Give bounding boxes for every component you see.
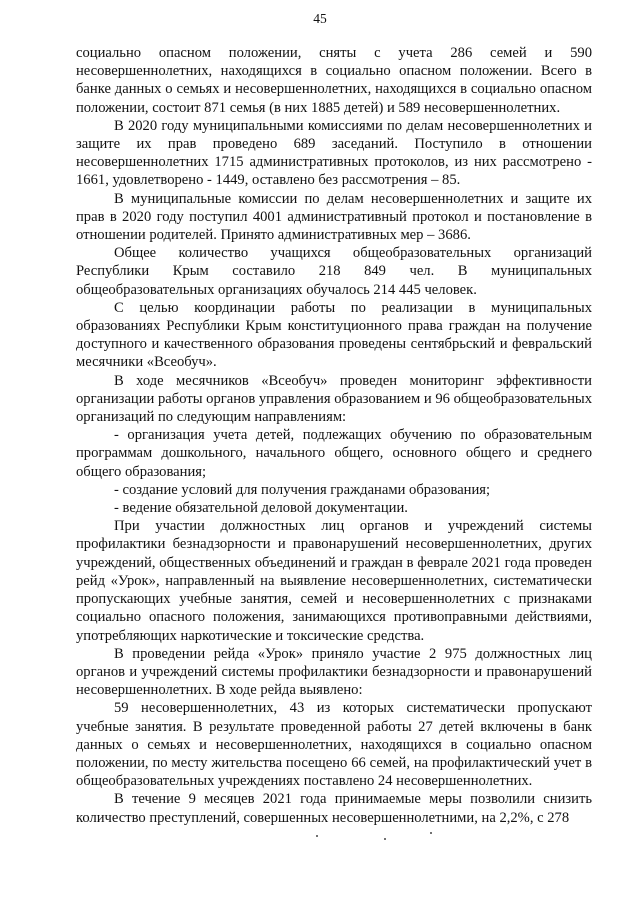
paragraph: В течение 9 месяцев 2021 года принимаемые меры позволили снизить количество преступлений, совершенных несовершеннолетними, на 2,2%, с 278 [76, 791, 592, 826]
page-number: 45 [313, 11, 327, 26]
body-text [76, 44, 592, 827]
list-item: - ведение обязательной деловой документации. [114, 500, 408, 517]
scan-speck [430, 832, 432, 834]
paragraph: 59 несовершеннолетних, 43 из которых систематически пропускают учебные занятия. В результате проведенной работы 27 детей включены в банк данных о семьях и несовершеннолетних, находящихся в социально опасном положении, по месту жительства посещено 66 семей, на профилактический учет в общеобразовательных учреждениях поставлено 24 несовершеннолетних. [76, 700, 592, 790]
paragraph: В 2020 году муниципальными комиссиями по делам несовершеннолетних и защите их прав проведено 689 заседаний. Поступило в отношении несовершеннолетних 1715 административных протоколов, из них рассмотрено - 1661, удовлетворено - 1449, оставлено без рассмотрения – 85. [76, 117, 592, 189]
paragraph: социально опасном положении, сняты с учета 286 семей и 590 несовершеннолетних, находящихся в социально опасном положении. Всего в банке данных о семьях и несовершеннолетних, находящихся в социально опасном положении, состоит 871 семья (в них 1885 детей) и 589 несовершеннолетних. [76, 45, 592, 116]
list-item: - создание условий для получения гражданами образования; [114, 481, 491, 498]
paragraph: В муниципальные комиссии по делам несовершеннолетних и защите их прав в 2020 году поступил 4001 административный протокол и постановление в отношении родителей. Принято административных мер – 3686. [76, 190, 592, 244]
scan-speck [384, 838, 386, 840]
scan-speck [316, 835, 318, 837]
paragraph: С целью координации работы по реализации в муниципальных образованиях Республики Крым конституционного права граждан на получение доступного и качественного образования проведены сентябрьский и февральский месячники «Всеобуч». [76, 299, 592, 371]
list-item: - организация учета детей, подлежащих обучению по образовательным программам дошкольного, начального общего, основного общего и среднего общего образования; [76, 427, 592, 480]
paragraph: В проведении рейда «Урок» приняло участие 2 975 должностных лиц органов и учреждений системы профилактики безнадзорности и правонарушений несовершеннолетних. В ходе рейда выявлено: [76, 645, 592, 699]
paragraph: При участии должностных лиц органов и учреждений системы профилактики безнадзорности и правонарушений несовершеннолетних, других учреждений, общественных объединений и граждан в феврале 2021 года проведен рейд «Урок», направленный на выявление несовершеннолетних, систематически пропускающих учебные занятия, семей и несовершеннолетних с признаками социально опасного положения, занимающихся противоправными действиями, употребляющих наркотические и токсические средства. [76, 518, 592, 644]
paragraph: В ходе месячников «Всеобуч» проведен мониторинг эффективности организации работы органов управления образованием и 96 общеобразовательных организаций по следующим направлениям: [76, 372, 592, 426]
paragraph: Общее количество учащихся общеобразовательных организаций Республики Крым составило 218 849 чел. В муниципальных общеобразовательных организациях обучалось 214 445 человек. [76, 245, 592, 298]
